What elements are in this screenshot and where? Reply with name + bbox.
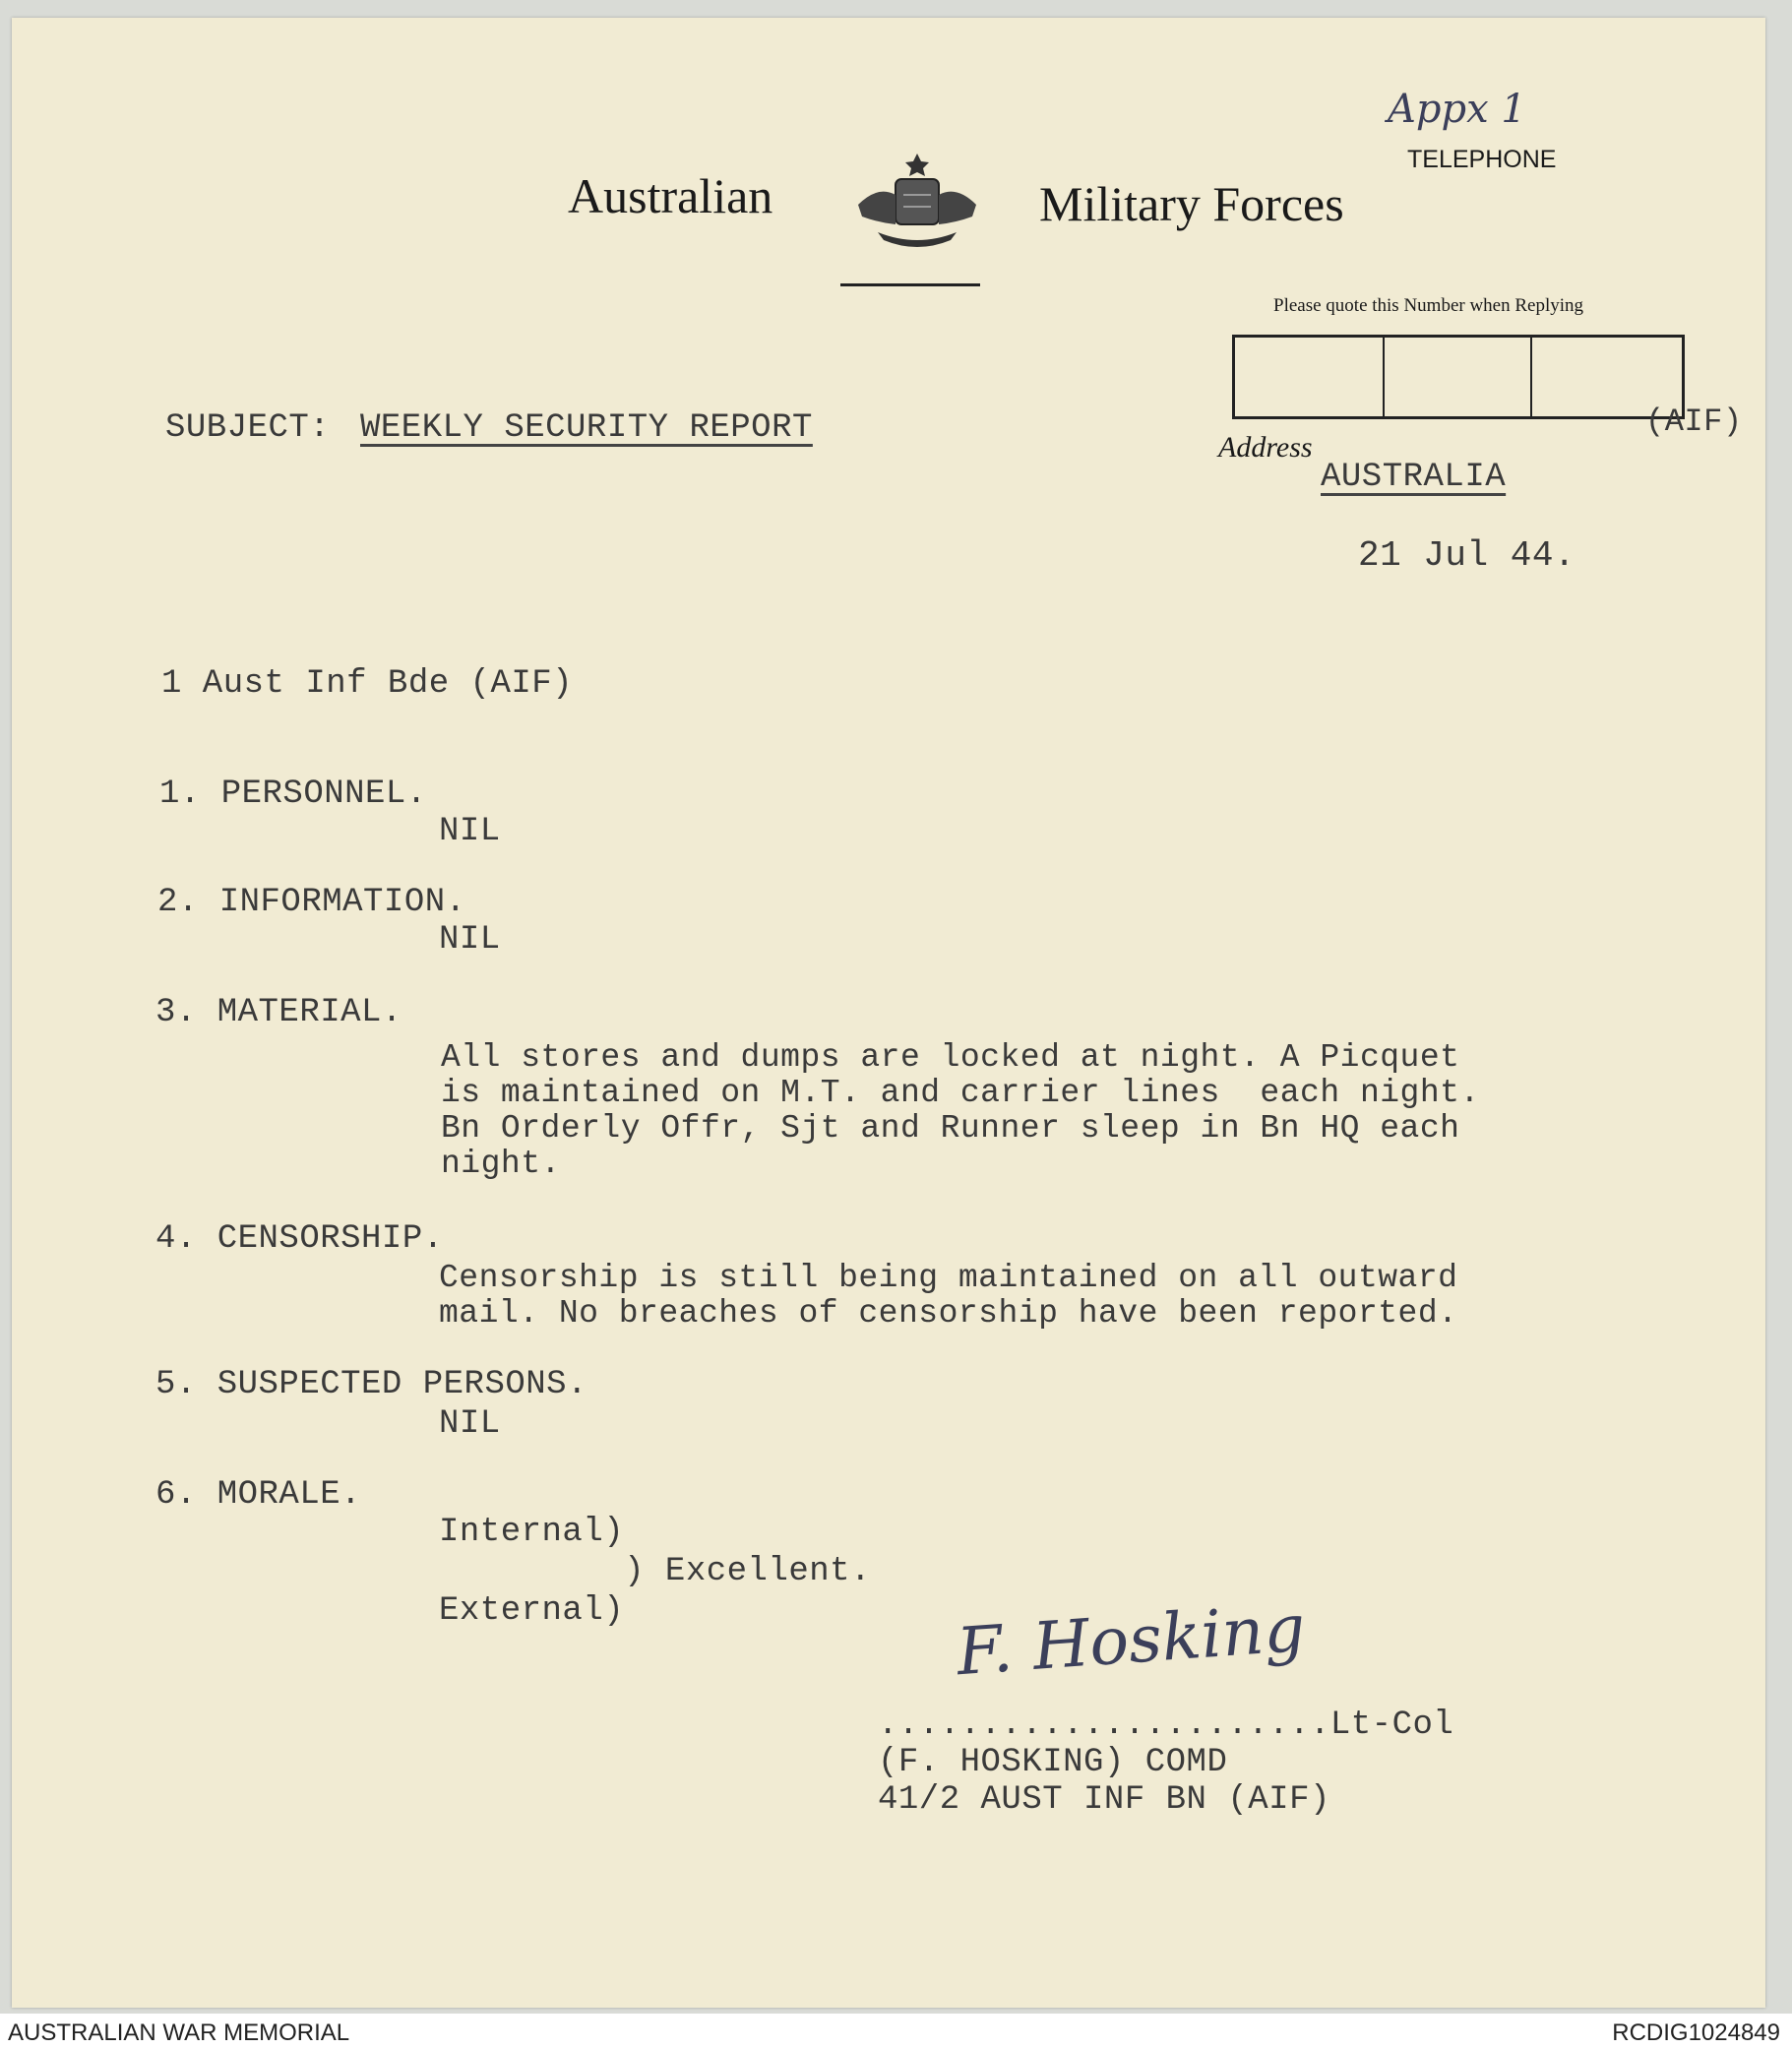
section-body-line: NIL xyxy=(439,813,501,850)
telephone-label: TELEPHONE xyxy=(1407,146,1557,173)
section-body-line: mail. No breaches of censorship have been reported. xyxy=(439,1295,1458,1332)
section-body-line: is maintained on M.T. and carrier lines each night. xyxy=(441,1075,1480,1111)
section-body-line: Bn Orderly Offr, Sjt and Runner sleep in Bn HQ each xyxy=(441,1110,1460,1147)
section-body-line: Censorship is still being maintained on all outward xyxy=(439,1260,1458,1296)
handwritten-note: Appx 1 xyxy=(1388,87,1526,132)
reference-box-divider xyxy=(1530,338,1532,416)
archive-name: AUSTRALIAN WAR MEMORIAL xyxy=(8,2019,350,2046)
signature-unit: 41/2 AUST INF BN (AIF) xyxy=(878,1781,1330,1819)
address-value: AUSTRALIA xyxy=(1321,459,1507,496)
aif-reference: (AIF) xyxy=(1645,404,1743,440)
signature-name: (F. HOSKING) COMD xyxy=(878,1744,1228,1781)
section-body-line: All stores and dumps are locked at night. A Picquet xyxy=(441,1039,1460,1076)
reference-box-divider xyxy=(1383,338,1385,416)
section-body-line: Internal) xyxy=(439,1514,625,1551)
document-page xyxy=(12,18,1765,2008)
letterhead-left: Australian xyxy=(568,168,773,223)
section-body-line: night. xyxy=(441,1146,561,1182)
section-body-line: NIL xyxy=(439,921,501,959)
section-heading: 2. INFORMATION. xyxy=(157,884,466,921)
address-label: Address xyxy=(1218,431,1313,464)
subject-title: WEEKLY SECURITY REPORT xyxy=(360,409,813,447)
section-body-line: NIL xyxy=(439,1405,501,1443)
signature-dots-rank: ......................Lt-Col xyxy=(878,1707,1454,1744)
letter-date: 21 Jul 44. xyxy=(1358,535,1576,576)
letterhead-right: Military Forces xyxy=(1039,176,1344,231)
section-heading: 4. CENSORSHIP. xyxy=(155,1220,444,1258)
section-heading: 3. MATERIAL. xyxy=(155,994,402,1031)
quote-number-label: Please quote this Number when Replying xyxy=(1273,295,1584,316)
archive-footer xyxy=(0,2014,1792,2049)
section-body-line: ) Excellent. xyxy=(439,1553,871,1590)
subject-label: SUBJECT: xyxy=(165,409,331,447)
archive-id: RCDIG1024849 xyxy=(1612,2019,1780,2046)
handwritten-signature: F. Hosking xyxy=(954,1589,1308,1691)
letterhead-rule xyxy=(840,283,980,286)
section-body-line: External) xyxy=(439,1592,625,1630)
section-heading: 1. PERSONNEL. xyxy=(159,776,427,813)
coat-of-arms-icon xyxy=(848,146,986,264)
section-heading: 6. MORALE. xyxy=(155,1476,362,1514)
reference-number-boxes xyxy=(1232,335,1685,419)
recipient: 1 Aust Inf Bde (AIF) xyxy=(161,665,574,703)
section-heading: 5. SUSPECTED PERSONS. xyxy=(155,1366,587,1403)
